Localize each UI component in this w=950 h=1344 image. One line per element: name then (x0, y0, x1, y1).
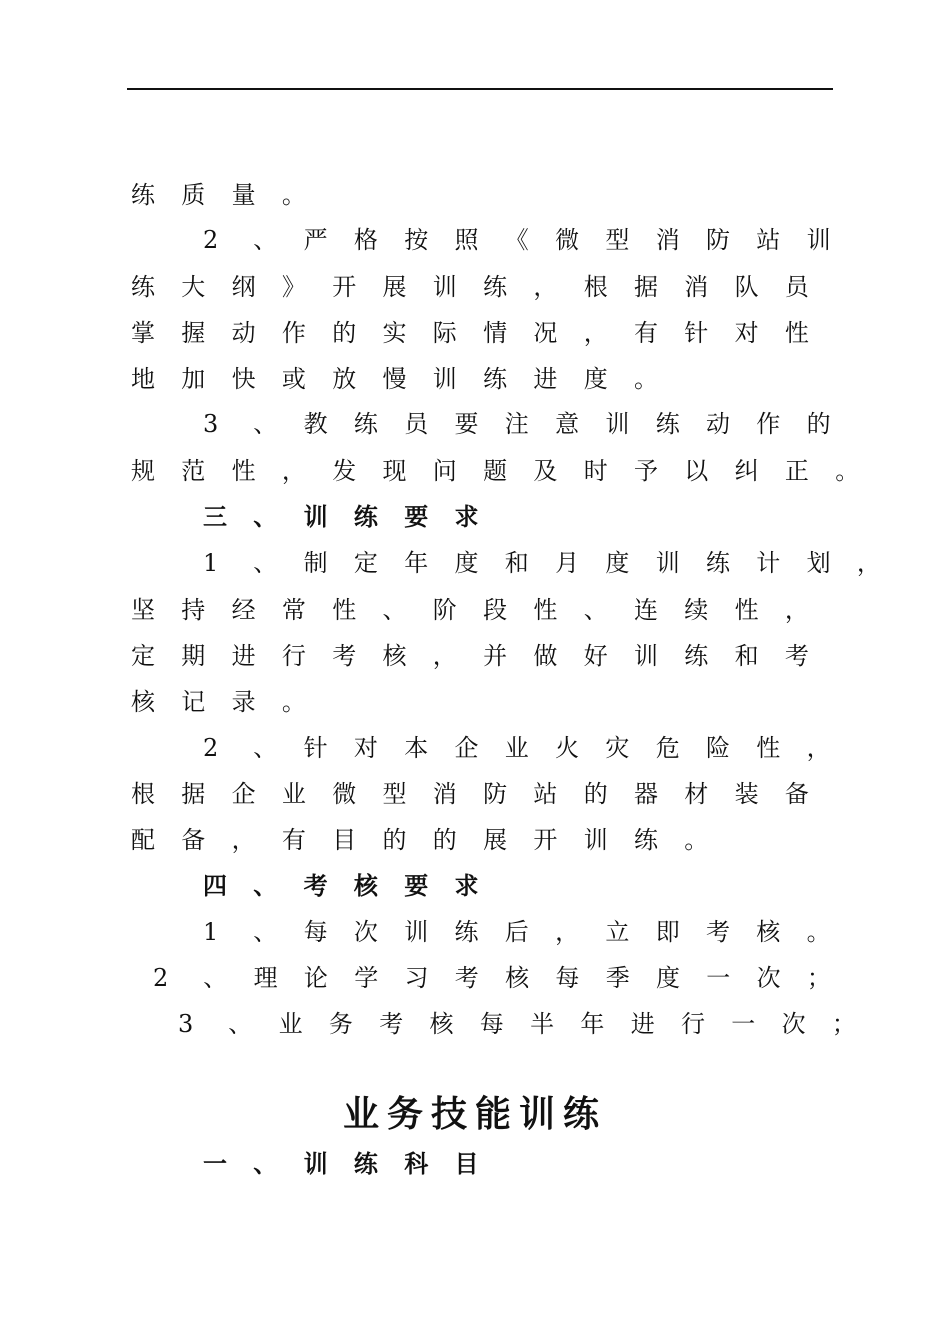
text-char: 坚 (131, 596, 155, 624)
text-char: 行 (281, 642, 306, 670)
text-char: 有 (634, 319, 658, 347)
text-char: 进 (630, 1010, 655, 1038)
text-char: 根 (131, 780, 155, 808)
text-char: 防 (706, 226, 730, 254)
text-char: 作 (281, 319, 306, 347)
text-char: 1 (203, 918, 219, 946)
text-char: 开 (332, 273, 357, 301)
text-char: 针 (684, 319, 709, 347)
text-char: 灾 (605, 734, 630, 762)
text-char: ， (533, 273, 558, 301)
text-char: 业 (278, 1010, 303, 1038)
text-char: 微 (555, 226, 580, 254)
text-char: 定 (131, 642, 155, 670)
text-char: 次 (353, 918, 378, 946)
text-char: 纲 (231, 273, 256, 301)
text-char: 业 (281, 780, 306, 808)
text-char: 练 (353, 502, 378, 531)
text-char: 对 (734, 319, 759, 347)
text-char: 一 (706, 964, 731, 992)
text-char: 教 (303, 410, 328, 438)
text-char: 即 (655, 918, 680, 946)
text-char: 并 (483, 642, 508, 670)
text-char: 据 (181, 780, 206, 808)
text-char: 规 (131, 457, 155, 485)
text-char: ， (231, 826, 256, 854)
text-char: ， (555, 918, 580, 946)
text-char: 训 (404, 918, 429, 946)
text-char: 以 (684, 457, 709, 485)
text-char: 意 (555, 410, 580, 438)
text-char: 根 (583, 273, 608, 301)
text-char: 度 (656, 964, 680, 992)
text-char: ， (856, 549, 881, 577)
text-char: 予 (634, 457, 658, 485)
text-char: 的 (432, 826, 457, 854)
text-char: 站 (533, 780, 558, 808)
text-char: 续 (684, 596, 709, 624)
text-char: 和 (734, 642, 759, 670)
text-char: 作 (756, 410, 781, 438)
text-char: 有 (281, 826, 306, 854)
text-char: 消 (684, 273, 709, 301)
text-char: 大 (181, 273, 206, 301)
text-char: 核 (756, 918, 781, 946)
text-char: 记 (181, 688, 206, 716)
text-char: 地 (131, 365, 155, 393)
text-char: 企 (231, 780, 256, 808)
text-char: 好 (583, 642, 608, 670)
text-char: 次 (781, 1010, 806, 1038)
text-char: ， (281, 457, 306, 485)
text-char: 现 (382, 457, 407, 485)
text-char: 照 (454, 226, 479, 254)
text-char: 微 (332, 780, 357, 808)
text-char: 要 (404, 871, 429, 900)
text-char: 训 (303, 1149, 328, 1178)
text-char: 严 (303, 226, 328, 254)
text-char: 消 (432, 780, 457, 808)
text-char: 核 (382, 642, 407, 670)
text-char: 危 (655, 734, 680, 762)
text-char: 发 (332, 457, 357, 485)
text-char: 际 (432, 319, 457, 347)
text-char: 核 (505, 964, 530, 992)
text-char: 录 (231, 688, 256, 716)
text-char: 一 (203, 1149, 227, 1178)
text-char: 2 (203, 734, 219, 762)
text-char: 按 (404, 226, 429, 254)
text-char: ； (806, 964, 831, 992)
text-char: 。 (634, 365, 658, 393)
text-char: 阶 (432, 596, 457, 624)
text-char: 本 (404, 734, 429, 762)
text-char: 性 (784, 319, 809, 347)
text-char: 、 (253, 226, 278, 254)
text-char: 掌 (131, 319, 155, 347)
text-char: 定 (353, 549, 378, 577)
text-char: 题 (483, 457, 508, 485)
text-char: 质 (181, 181, 206, 209)
text-char: 立 (605, 918, 630, 946)
text-char: 材 (684, 780, 709, 808)
text-char: 装 (734, 780, 759, 808)
text-char: 后 (504, 918, 529, 946)
text-char: 一 (731, 1010, 756, 1038)
text-char: 、 (382, 596, 407, 624)
text-char: 论 (303, 964, 328, 992)
text-char: 练 (634, 826, 658, 854)
text-char: 性 (332, 596, 357, 624)
header-rule (127, 88, 833, 90)
text-char: 据 (634, 273, 658, 301)
text-char: 防 (483, 780, 508, 808)
text-char: ， (432, 642, 457, 670)
text-char: 考 (303, 871, 328, 900)
text-char: 情 (483, 319, 508, 347)
text-char: 的 (583, 780, 608, 808)
text-char: 实 (382, 319, 407, 347)
text-char: 。 (835, 457, 860, 485)
text-char: 。 (281, 181, 306, 209)
text-char: 每 (555, 964, 580, 992)
text-char: 况 (533, 319, 558, 347)
text-char: 险 (706, 734, 730, 762)
text-char: 。 (684, 826, 709, 854)
text-char: 消 (655, 226, 680, 254)
text-char: 练 (353, 410, 378, 438)
text-char: 训 (634, 642, 658, 670)
text-char: 年 (404, 549, 429, 577)
text-char: 放 (332, 365, 357, 393)
text-char: 队 (734, 273, 759, 301)
text-char: 、 (253, 1149, 278, 1178)
text-char: 学 (354, 964, 379, 992)
text-char: 考 (784, 642, 809, 670)
text-char: 展 (483, 826, 508, 854)
text-char: 握 (181, 319, 206, 347)
text-char: 练 (353, 1149, 378, 1178)
text-char: 进 (533, 365, 558, 393)
text-char: 展 (382, 273, 407, 301)
text-char: 练 (655, 410, 680, 438)
text-char: 练 (483, 273, 508, 301)
text-char: 经 (231, 596, 256, 624)
text-char: 训 (605, 410, 630, 438)
text-char: 练 (706, 549, 730, 577)
text-char: 季 (605, 964, 630, 992)
text-char: 、 (203, 964, 228, 992)
text-char: 、 (228, 1010, 253, 1038)
text-char: 员 (404, 410, 429, 438)
text-char: 性 (533, 596, 558, 624)
text-char: 持 (181, 596, 206, 624)
text-char: 考 (454, 964, 479, 992)
text-char: 、 (253, 871, 278, 900)
text-char: 、 (253, 410, 278, 438)
text-char: ， (784, 596, 809, 624)
text-char: 备 (181, 826, 206, 854)
text-char: 练 (454, 918, 479, 946)
text-char: 、 (253, 549, 278, 577)
text-char: ； (831, 1010, 856, 1038)
text-char: 度 (583, 365, 608, 393)
text-char: 要 (454, 410, 479, 438)
text-char: 火 (555, 734, 580, 762)
text-char: 配 (131, 826, 155, 854)
text-char: 型 (382, 780, 407, 808)
text-char: 期 (181, 642, 206, 670)
text-char: 、 (253, 502, 278, 531)
text-char: 性 (734, 596, 759, 624)
text-char: 器 (634, 780, 658, 808)
text-char: 的 (332, 319, 357, 347)
text-char: 正 (784, 457, 809, 485)
text-char: 格 (353, 226, 378, 254)
text-char: 核 (429, 1010, 454, 1038)
text-char: 动 (706, 410, 730, 438)
text-char: 训 (583, 826, 608, 854)
text-char: 2 (153, 964, 169, 992)
text-char: 企 (454, 734, 479, 762)
text-char: 求 (454, 871, 479, 900)
text-char: 制 (303, 549, 328, 577)
text-char: 常 (281, 596, 306, 624)
text-char: 训 (303, 502, 328, 531)
text-char: 目 (454, 1149, 479, 1178)
text-char: ， (583, 319, 608, 347)
text-char: 业 (504, 734, 529, 762)
text-char: 科 (404, 1149, 429, 1178)
text-char: 》 (281, 273, 306, 301)
text-char: 考 (332, 642, 357, 670)
text-char: 训 (655, 549, 680, 577)
text-char: 三 (203, 502, 227, 531)
text-char: 3 (203, 410, 219, 438)
text-char: 练 (684, 642, 709, 670)
text-char: 做 (533, 642, 558, 670)
text-char: 考 (706, 918, 730, 946)
text-char: 注 (504, 410, 529, 438)
text-char: 半 (530, 1010, 555, 1038)
text-char: 度 (454, 549, 479, 577)
text-char: 训 (432, 273, 457, 301)
text-char: 。 (281, 688, 306, 716)
text-char: 练 (131, 273, 155, 301)
text-char: 及 (533, 457, 558, 485)
text-char: 练 (131, 181, 155, 209)
text-char: 或 (281, 365, 306, 393)
text-char: 时 (583, 457, 608, 485)
text-char: 的 (382, 826, 407, 854)
text-char: 员 (784, 273, 809, 301)
text-char: 开 (533, 826, 558, 854)
text-char: 连 (634, 596, 658, 624)
section-title: 业务技能训练 (342, 1093, 607, 1135)
text-char: 月 (555, 549, 580, 577)
text-char: 动 (231, 319, 256, 347)
text-char: 问 (432, 457, 457, 485)
text-char: 型 (605, 226, 630, 254)
text-char: 段 (483, 596, 508, 624)
text-char: 四 (203, 871, 227, 900)
text-char: 性 (231, 457, 256, 485)
text-char: 行 (681, 1010, 705, 1038)
text-char: 习 (404, 964, 429, 992)
text-char: 的 (806, 410, 831, 438)
text-char: 、 (253, 734, 278, 762)
text-char: 务 (328, 1010, 353, 1038)
text-char: 快 (231, 365, 256, 393)
text-char: 练 (483, 365, 508, 393)
text-char: 求 (454, 502, 479, 531)
text-char: 核 (353, 871, 378, 900)
text-char: 对 (353, 734, 378, 762)
text-char: 核 (131, 688, 155, 716)
text-char: 站 (756, 226, 781, 254)
text-char: 量 (231, 181, 256, 209)
text-char: 备 (784, 780, 809, 808)
text-char: 、 (253, 918, 278, 946)
text-char: 3 (178, 1010, 194, 1038)
text-char: 加 (181, 365, 206, 393)
text-char: 考 (379, 1010, 404, 1038)
text-char: 度 (605, 549, 630, 577)
text-char: 次 (756, 964, 781, 992)
text-char: 每 (479, 1010, 504, 1038)
text-char: 慢 (382, 365, 407, 393)
text-char: 训 (806, 226, 831, 254)
text-char: 进 (231, 642, 256, 670)
text-char: 《 (504, 226, 529, 254)
text-char: 要 (404, 502, 429, 531)
text-char: ， (806, 734, 831, 762)
text-char: 和 (504, 549, 529, 577)
text-char: 纠 (734, 457, 759, 485)
text-char: 范 (181, 457, 206, 485)
text-char: 计 (756, 549, 781, 577)
text-char: 训 (432, 365, 457, 393)
text-char: 理 (253, 964, 278, 992)
text-char: 、 (583, 596, 608, 624)
text-char: 划 (806, 549, 831, 577)
text-char: 性 (756, 734, 781, 762)
text-char: 针 (303, 734, 328, 762)
text-char: 年 (580, 1010, 605, 1038)
text-char: 2 (203, 226, 219, 254)
text-char: 每 (303, 918, 328, 946)
text-char: 1 (203, 549, 219, 577)
text-char: 。 (806, 918, 831, 946)
text-char: 目 (332, 826, 357, 854)
